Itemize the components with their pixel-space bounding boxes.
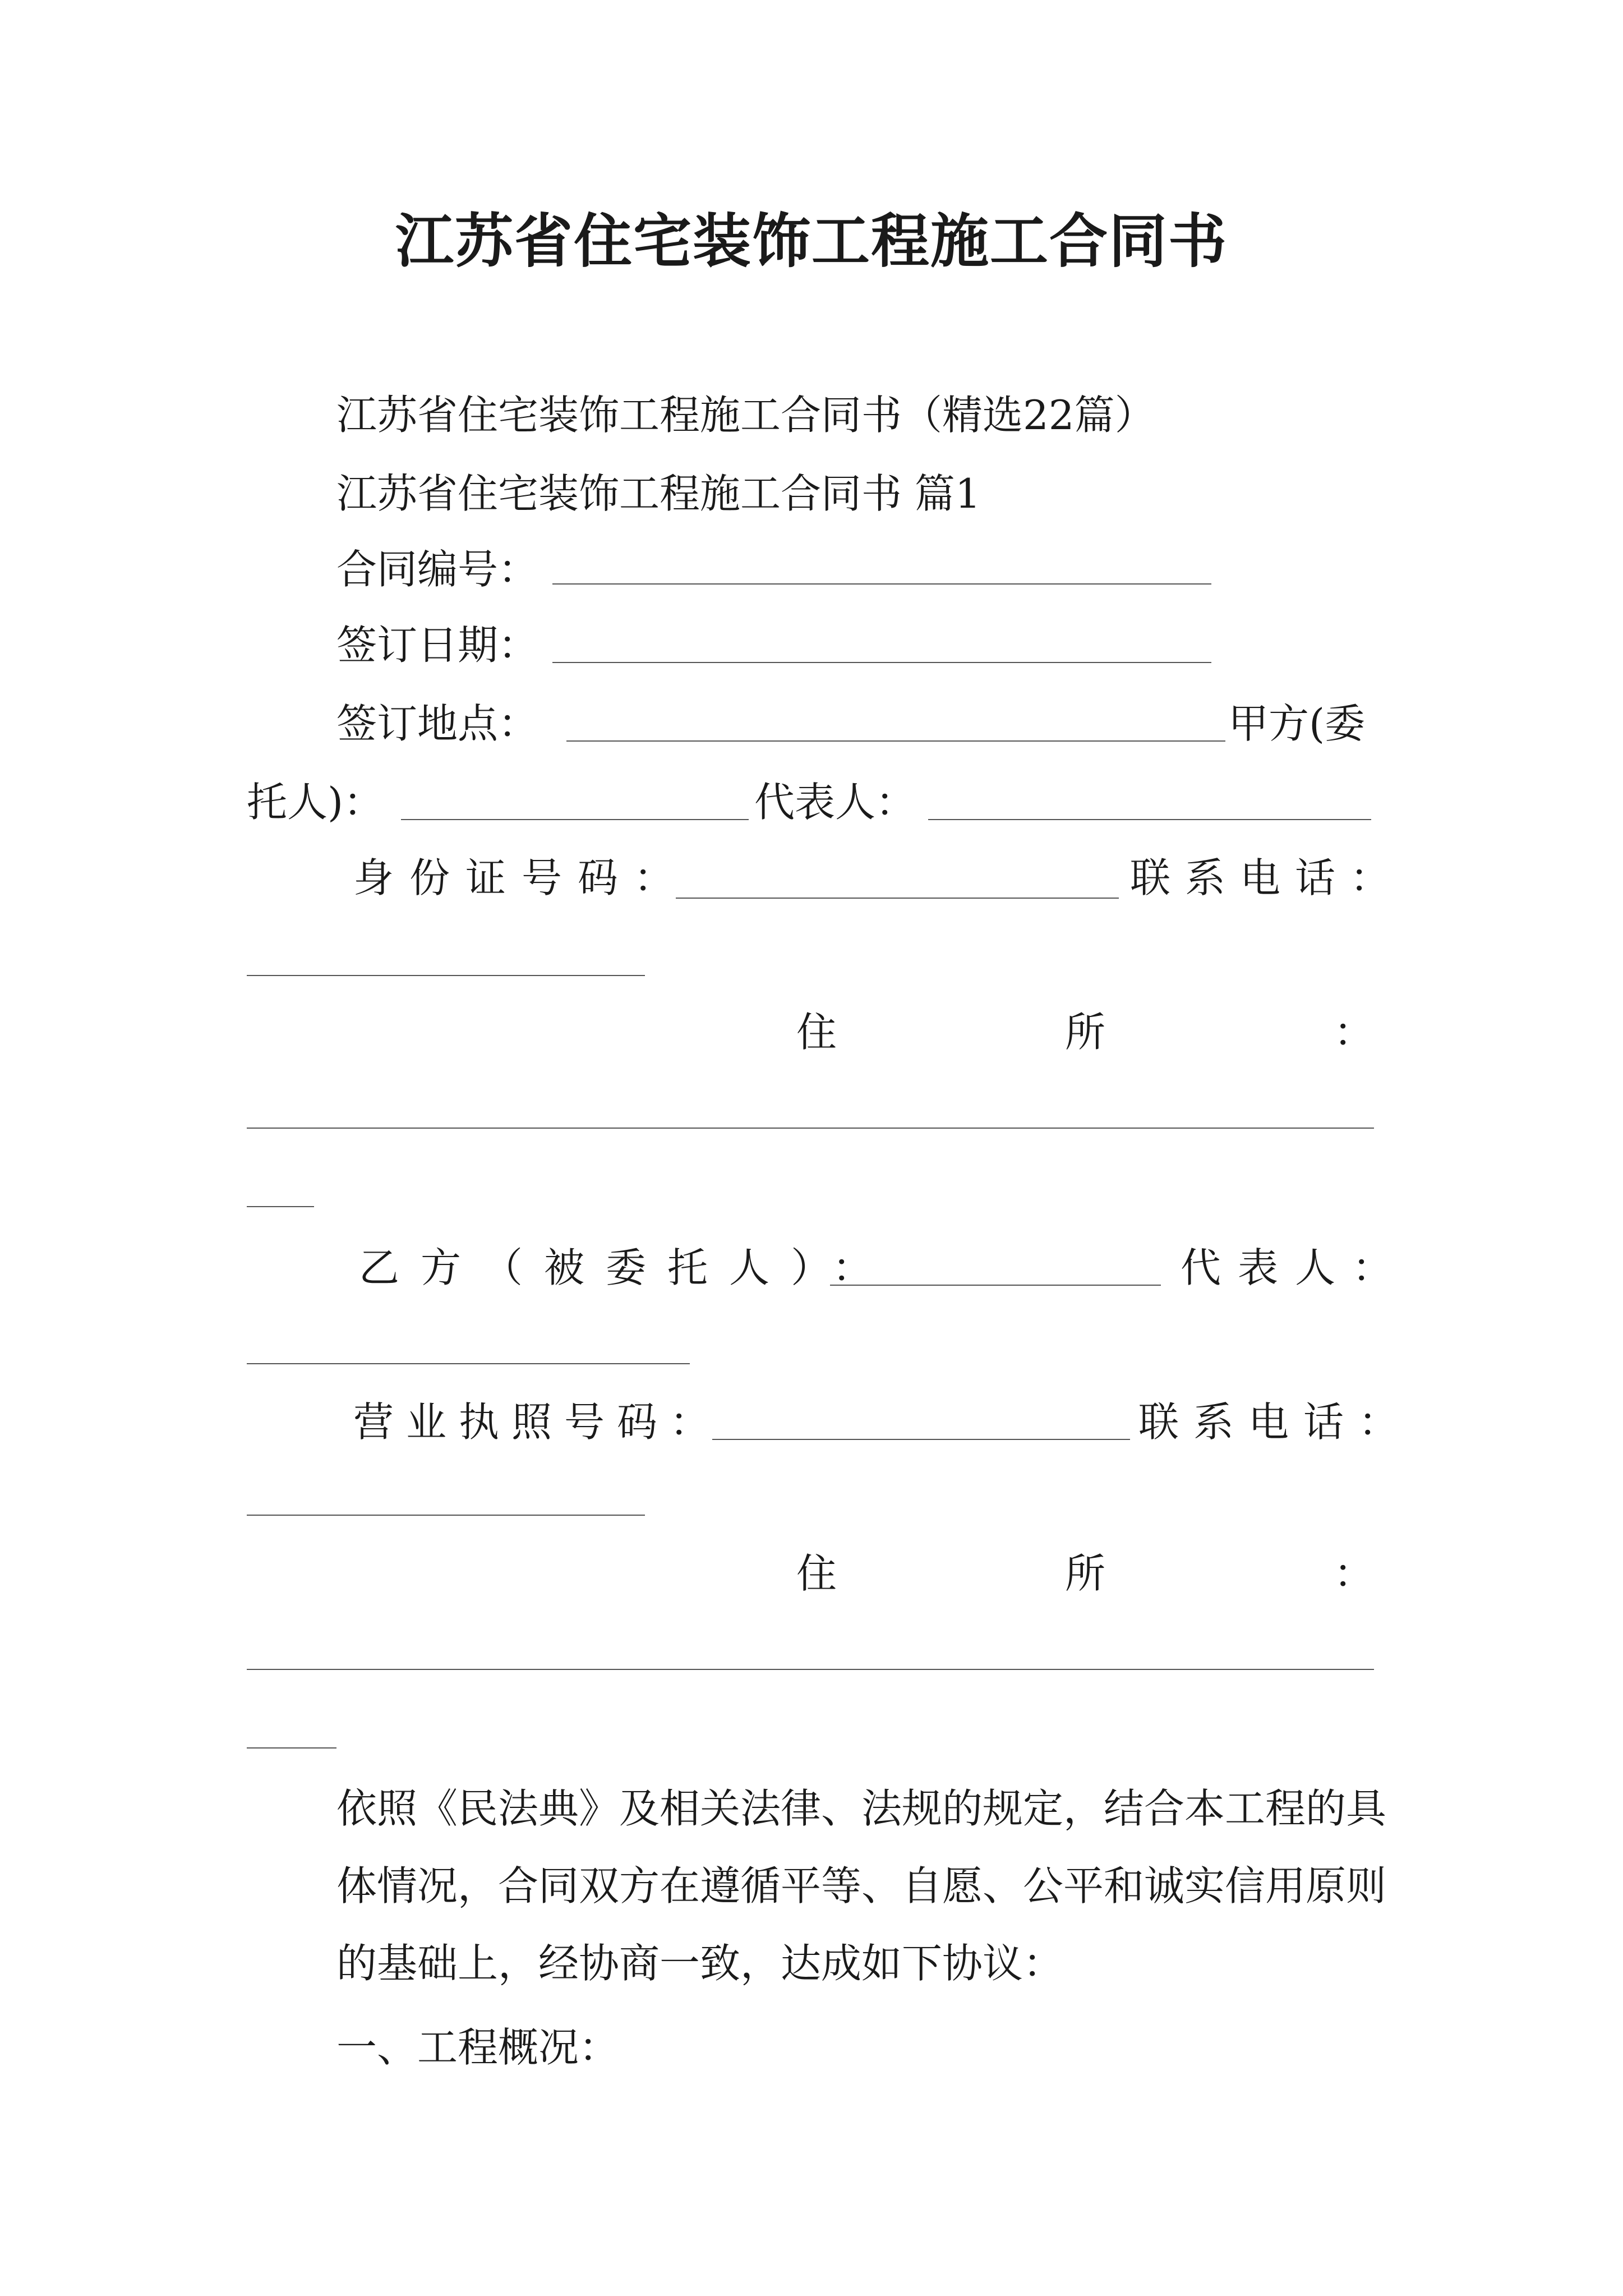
address-char-2: 所 [1064, 1009, 1105, 1056]
party-a-address-blank [247, 1128, 1374, 1129]
id-number-blank [676, 898, 1119, 899]
document-subtitle: 江苏省住宅装饰工程施工合同书（精选22篇） [336, 392, 1155, 439]
party-b-address-blank-continuation [247, 1747, 336, 1749]
party-a-representative-blank [928, 819, 1371, 820]
id-number-label: 身份证号码： [353, 854, 690, 901]
party-a-representative-label: 代表人： [754, 779, 916, 826]
party-a-phone-blank [247, 975, 645, 976]
signing-date-blank [552, 662, 1211, 663]
party-a-address-label [796, 1004, 1374, 1060]
address-char-1: 住 [796, 1550, 837, 1597]
signing-place-blank [566, 740, 1225, 742]
party-b-phone-label: 联系电话： [1138, 1398, 1414, 1446]
business-license-label: 营业执照号码： [353, 1398, 723, 1446]
party-a-address-blank-continuation [247, 1206, 314, 1207]
address-char-2: 所 [1064, 1550, 1105, 1597]
signing-date-label: 签订日期： [336, 622, 539, 669]
contract-number-blank [552, 583, 1211, 585]
party-a-label-end: 托人)： [247, 779, 384, 826]
address-colon: ： [1333, 1550, 1374, 1597]
party-b-representative-blank [247, 1363, 690, 1364]
document-title: 江苏省住宅装饰工程施工合同书 [395, 206, 1228, 275]
section-heading: 江苏省住宅装饰工程施工合同书 篇1 [336, 470, 981, 517]
party-b-address-blank [247, 1669, 1374, 1670]
address-char-1: 住 [796, 1009, 837, 1056]
section-one-heading: 一、工程概况： [336, 2024, 620, 2071]
address-colon: ： [1333, 1009, 1374, 1056]
signing-place-label: 签订地点： [336, 700, 539, 747]
party-a-blank [401, 819, 749, 820]
party-b-label: 乙方（被委托人）： [359, 1244, 895, 1291]
party-b-blank [830, 1285, 1161, 1286]
intro-paragraph-text: 依照《民法典》及相关法律、法规的规定，结合本工程的具体情况，合同双方在遵循平等、自愿、公平和诚实信用原则的基础上，经协商一致，达成如下协议： [336, 1785, 1387, 1987]
party-a-label-start: 甲方(委 [1228, 700, 1366, 747]
contract-number-label: 合同编号： [336, 546, 539, 593]
party-a-phone-label: 联系电话： [1130, 854, 1405, 901]
party-b-representative-label: 代表人： [1181, 1244, 1410, 1291]
business-license-blank [712, 1439, 1130, 1440]
intro-paragraph [247, 1770, 1391, 2002]
party-b-address-label [796, 1545, 1374, 1602]
party-b-phone-blank [247, 1515, 645, 1516]
